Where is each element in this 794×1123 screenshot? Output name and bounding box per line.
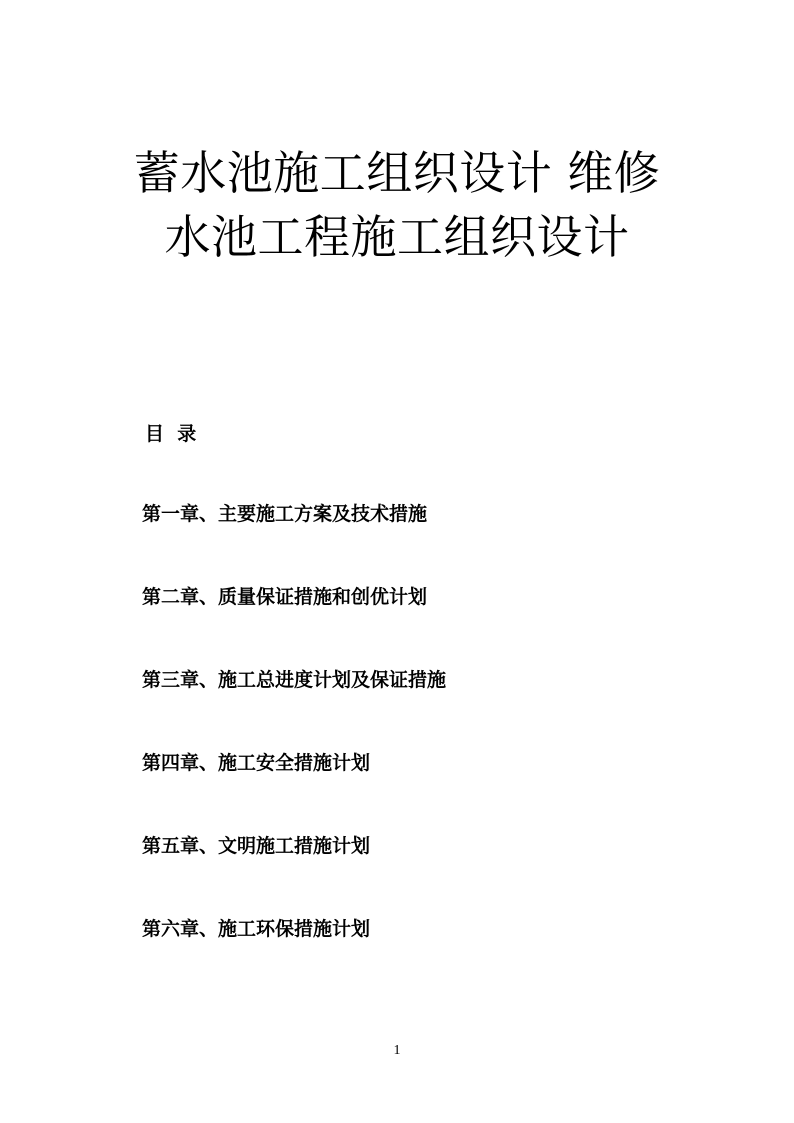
toc-item-chapter-1: 第一章、主要施工方案及技术措施 [142, 503, 428, 525]
toc-item-chapter-3: 第三章、施工总进度计划及保证措施 [142, 669, 447, 691]
toc-item-chapter-2: 第二章、质量保证措施和创优计划 [142, 586, 428, 608]
page-number: 1 [393, 1043, 401, 1058]
toc-item-chapter-5: 第五章、文明施工措施计划 [142, 835, 371, 857]
table-of-contents-heading: 目 录 [145, 423, 197, 445]
document-title-line-2: 水池工程施工组织设计 [164, 210, 630, 264]
document-title-line-1: 蓄水池施工组织设计 维修 [133, 146, 661, 200]
toc-item-chapter-6: 第六章、施工环保措施计划 [142, 918, 371, 940]
toc-item-chapter-4: 第四章、施工安全措施计划 [142, 752, 371, 774]
table-of-contents [142, 500, 446, 998]
